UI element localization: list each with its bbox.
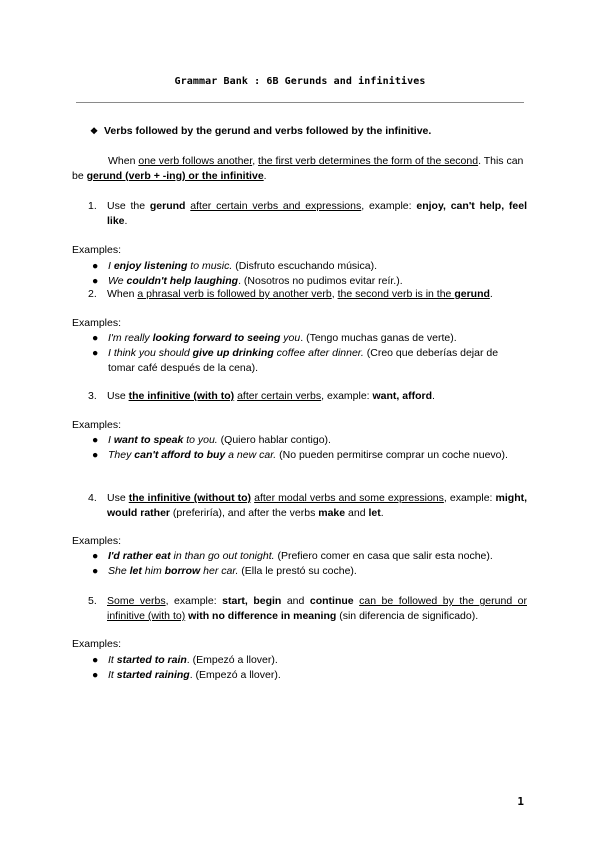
- list-item: [92, 668, 527, 683]
- rule-bold: enjoy, can't help, feel like: [107, 200, 528, 227]
- intro-underline: one verb follows another: [138, 155, 253, 167]
- rule-text: , example:: [361, 200, 417, 212]
- bullet-icon: ●: [92, 275, 99, 287]
- list-item: [92, 346, 527, 376]
- example-translation: (Creo que deberías dejar de tomar café después de la cena).: [108, 347, 499, 374]
- rule-text: .: [432, 390, 435, 402]
- example-bold: I'd rather eat: [108, 550, 171, 562]
- example-translation: . (Empezó a llover).: [186, 654, 278, 666]
- example-bold: looking forward to seeing: [152, 332, 281, 344]
- rule-text: When: [107, 288, 138, 300]
- example-italic: him: [141, 565, 165, 577]
- bullet-icon: ●: [92, 654, 99, 666]
- rule-text: , example:: [443, 492, 496, 504]
- rule-bold-underline: the infinitive (with to): [128, 390, 235, 402]
- example-bold: let: [129, 565, 142, 577]
- example-italic: I: [108, 260, 114, 272]
- example-italic: to music.: [187, 260, 233, 272]
- example-italic: I think you should: [108, 347, 193, 359]
- section-heading: [90, 125, 431, 137]
- rule-text: .: [380, 507, 384, 519]
- rule-bold: start, begin: [222, 595, 282, 607]
- rule-bold-underline: gerund: [454, 288, 490, 300]
- example-italic: to you.: [183, 434, 218, 446]
- rule-bold: want, afford: [372, 390, 432, 402]
- example-bold: couldn't help laughing: [126, 275, 239, 287]
- rule-bold: continue: [309, 595, 354, 607]
- list-item: [92, 549, 527, 564]
- diamond-bullet-icon: ❖: [90, 126, 99, 136]
- example-italic: They: [108, 449, 135, 461]
- intro-paragraph: [72, 154, 527, 184]
- examples-label: Examples:: [72, 535, 122, 547]
- bullet-icon: ●: [92, 260, 99, 272]
- rule-text: , example:: [165, 595, 223, 607]
- example-bold: started to rain: [116, 654, 187, 666]
- intro-text: When: [108, 155, 139, 167]
- intro-text: .: [263, 170, 267, 182]
- example-translation: . (Tengo muchas ganas de verte).: [300, 332, 457, 344]
- rule-text: .: [124, 215, 128, 227]
- page-number: 1: [517, 795, 524, 808]
- example-bold: want to speak: [113, 434, 184, 446]
- example-translation: (Ella le prestó su coche).: [238, 565, 357, 577]
- list-item: [92, 433, 527, 448]
- rule-underline: the second verb is in the: [337, 288, 455, 300]
- rule-text: Use the: [107, 200, 150, 212]
- example-translation: (No pueden permitirse comprar un coche nuevo).: [276, 449, 508, 461]
- example-list-4: [92, 549, 527, 579]
- example-translation: (Disfruto escuchando música).: [232, 260, 378, 272]
- page-title: Grammar Bank : 6B Gerunds and infinitives: [174, 76, 426, 87]
- example-italic: you: [280, 332, 301, 344]
- rule-bold: let: [368, 507, 381, 519]
- example-bold: enjoy listening: [113, 260, 188, 272]
- rule-1: [88, 199, 528, 229]
- intro-bold-underline: gerund (verb + -ing) or the infinitive: [86, 170, 264, 182]
- example-italic: She: [108, 565, 130, 577]
- example-italic: I'm really: [108, 332, 153, 344]
- example-bold: give up drinking: [192, 347, 274, 359]
- rule-text: Use: [107, 390, 129, 402]
- section-heading-text: Verbs followed by the gerund and verbs followed by the infinitive.: [104, 125, 432, 137]
- rule-underline: after certain verbs: [237, 390, 322, 402]
- rule-bold-underline: the infinitive (without to): [128, 492, 252, 504]
- rule-text: (preferiría), and after the verbs: [170, 507, 319, 519]
- example-translation: (Quiero hablar contigo).: [217, 434, 331, 446]
- list-number: 4.: [88, 492, 97, 504]
- examples-label: Examples:: [72, 244, 122, 256]
- list-number: 3.: [88, 390, 97, 402]
- examples-label: Examples:: [72, 638, 122, 650]
- example-italic: coffee after dinner.: [273, 347, 364, 359]
- example-italic: a new car.: [225, 449, 277, 461]
- example-italic: It: [108, 654, 117, 666]
- bullet-icon: ●: [92, 565, 99, 577]
- example-list-5: [92, 653, 527, 683]
- rule-bold: make: [318, 507, 346, 519]
- list-item: [92, 653, 527, 668]
- rule-5: [88, 594, 527, 624]
- rule-text: .: [489, 288, 493, 300]
- rule-2: [88, 287, 527, 302]
- list-number: 2.: [88, 288, 97, 300]
- list-item: [92, 564, 527, 579]
- rule-text: and: [345, 507, 369, 519]
- examples-label: Examples:: [72, 419, 122, 431]
- bullet-icon: ●: [92, 550, 99, 562]
- list-item: [92, 259, 527, 274]
- example-bold: can't afford to buy: [134, 449, 226, 461]
- example-bold: borrow: [164, 565, 201, 577]
- rule-text: , example:: [321, 390, 373, 402]
- rule-underline: after certain verbs and expressions: [190, 200, 362, 212]
- rule-bold: might, would rather: [107, 492, 528, 519]
- list-item: [92, 448, 527, 463]
- example-translation: (Prefiero comer en casa que salir esta noche).: [274, 550, 493, 562]
- list-number: 5.: [88, 595, 97, 607]
- list-number: 1.: [88, 200, 97, 212]
- header-divider: [76, 102, 524, 103]
- rule-bold: with no difference in meaning: [188, 610, 337, 622]
- intro-underline: the first verb determines the form of the second: [258, 155, 479, 167]
- rule-text: (sin diferencia de significado).: [336, 610, 479, 622]
- rule-underline: after modal verbs and some expressions: [254, 492, 444, 504]
- example-translation: . (Nosotros no pudimos evitar reír.).: [238, 275, 403, 287]
- rule-underline: can be followed by the gerund or infinitive (with to): [107, 595, 527, 622]
- examples-label: Examples:: [72, 317, 122, 329]
- list-item: [92, 331, 527, 346]
- example-list-1: [92, 259, 527, 289]
- rule-text: and: [281, 595, 310, 607]
- example-italic: I: [108, 434, 114, 446]
- bullet-icon: ●: [92, 347, 99, 359]
- example-italic: It: [108, 669, 117, 681]
- example-list-2: [92, 331, 527, 376]
- bullet-icon: ●: [92, 449, 99, 461]
- example-italic: her car.: [200, 565, 239, 577]
- rule-underline: Some verbs: [107, 595, 166, 607]
- rule-text: ,: [331, 288, 338, 300]
- rule-text: Use: [107, 492, 129, 504]
- example-translation: . (Empezó a llover).: [189, 669, 281, 681]
- bullet-icon: ●: [92, 332, 99, 344]
- bullet-icon: ●: [92, 669, 99, 681]
- intro-text: . This can be: [72, 155, 524, 182]
- rule-underline: a phrasal verb is followed by another verb: [137, 288, 332, 300]
- example-italic: in than go out tonight.: [170, 550, 275, 562]
- rule-bold: gerund: [149, 200, 186, 212]
- rule-3: [88, 389, 527, 404]
- bullet-icon: ●: [92, 434, 99, 446]
- intro-text: ,: [252, 155, 259, 167]
- example-italic: We: [108, 275, 127, 287]
- rule-4: [88, 491, 528, 521]
- example-list-3: [92, 433, 527, 463]
- example-bold: started raining: [116, 669, 190, 681]
